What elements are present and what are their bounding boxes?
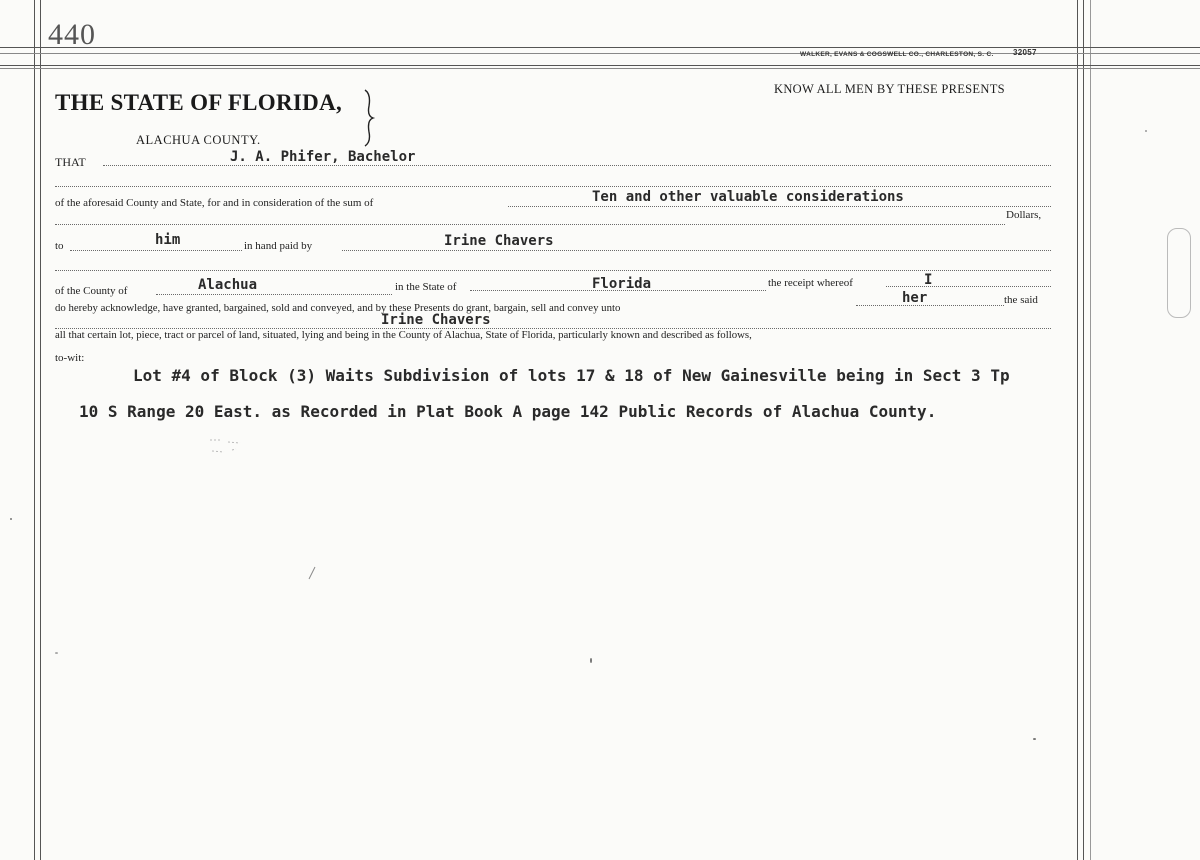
county-heading: ALACHUA COUNTY. [136, 133, 261, 147]
scan-smudge [206, 436, 250, 456]
dollars-fill-line [55, 224, 1005, 225]
dollars-label: Dollars, [1006, 209, 1042, 221]
receipt-label: the receipt whereof [768, 277, 853, 289]
brace-icon [362, 88, 376, 148]
to-whom-value: him [155, 232, 181, 248]
county-value: Alachua [198, 277, 258, 293]
acknowledge-text: do hereby acknowledge, have granted, bargained, sold and conveyed, and by these Presents do grant, bargain, sell and convey unto [55, 302, 621, 314]
form-title: THE STATE OF FLORIDA, [55, 90, 343, 115]
grantee-name: Irine Chavers [381, 312, 491, 328]
grantor-name: J. A. Phifer, Bachelor [230, 149, 416, 165]
paid-by-fill-line [342, 250, 1051, 251]
receipt-fill-line [886, 286, 1051, 287]
all-that-text: all that certain lot, piece, tract or parcel of land, situated, lying and being in the County of Alachua, State of Florida, particularly known and described as follows, [55, 329, 752, 341]
the-said-label: the said [1004, 294, 1038, 306]
state-of-label: in the State of [395, 281, 457, 293]
right-margin-rule-2 [1083, 0, 1084, 860]
right-margin-rule [1077, 0, 1078, 860]
know-all-men: KNOW ALL MEN BY THESE PRESENTS [774, 82, 1005, 96]
scan-stroke [308, 566, 316, 580]
receipt-whereof-value: I [924, 272, 933, 288]
left-margin-rule [34, 0, 35, 860]
aforesaid-text: of the aforesaid County and State, for and in consideration of the sum of [55, 197, 374, 209]
paid-by-name: Irine Chavers [444, 233, 554, 249]
blank-line-2 [55, 270, 1051, 271]
scan-speck [10, 518, 12, 520]
county-of-label: of the County of [55, 285, 128, 297]
convey-unto-fill-line [856, 305, 1004, 306]
right-margin-rule-3 [1090, 0, 1091, 860]
scan-speck [55, 652, 58, 654]
binding-ring [1167, 228, 1191, 318]
scan-speck [590, 658, 592, 663]
consideration-fill-line [508, 206, 1051, 207]
scan-speck [1033, 738, 1036, 740]
state-value: Florida [592, 276, 652, 292]
that-fill-line [103, 165, 1051, 166]
county-fill-line [156, 294, 392, 295]
printer-imprint: WALKER, EVANS & COGSWELL CO., CHARLESTON, S. C. [800, 51, 994, 58]
legal-description-line-1: Lot #4 of Block (3) Waits Subdivision of lots 17 & 18 of New Gainesville being in Sect 3 Tp [133, 366, 1010, 385]
blank-line-1 [55, 186, 1051, 187]
left-margin-rule-inner [40, 0, 41, 860]
that-label: THAT [55, 155, 86, 169]
form-number: 32057 [1013, 48, 1037, 57]
top-rule-3 [0, 65, 1200, 66]
to-label: to [55, 240, 64, 252]
convey-unto-value: her [902, 290, 928, 306]
hand-paid-label: in hand paid by [244, 240, 313, 252]
legal-description-line-2: 10 S Range 20 East. as Recorded in Plat Book A page 142 Public Records of Alachua County. [79, 402, 937, 421]
scan-speck [1145, 130, 1147, 132]
consideration-amount: Ten and other valuable considerations [592, 189, 904, 205]
top-rule-4 [0, 68, 1200, 69]
to-wit-label: to-wit: [55, 352, 85, 364]
page-number: 440 [48, 18, 96, 51]
to-fill-line [70, 250, 242, 251]
